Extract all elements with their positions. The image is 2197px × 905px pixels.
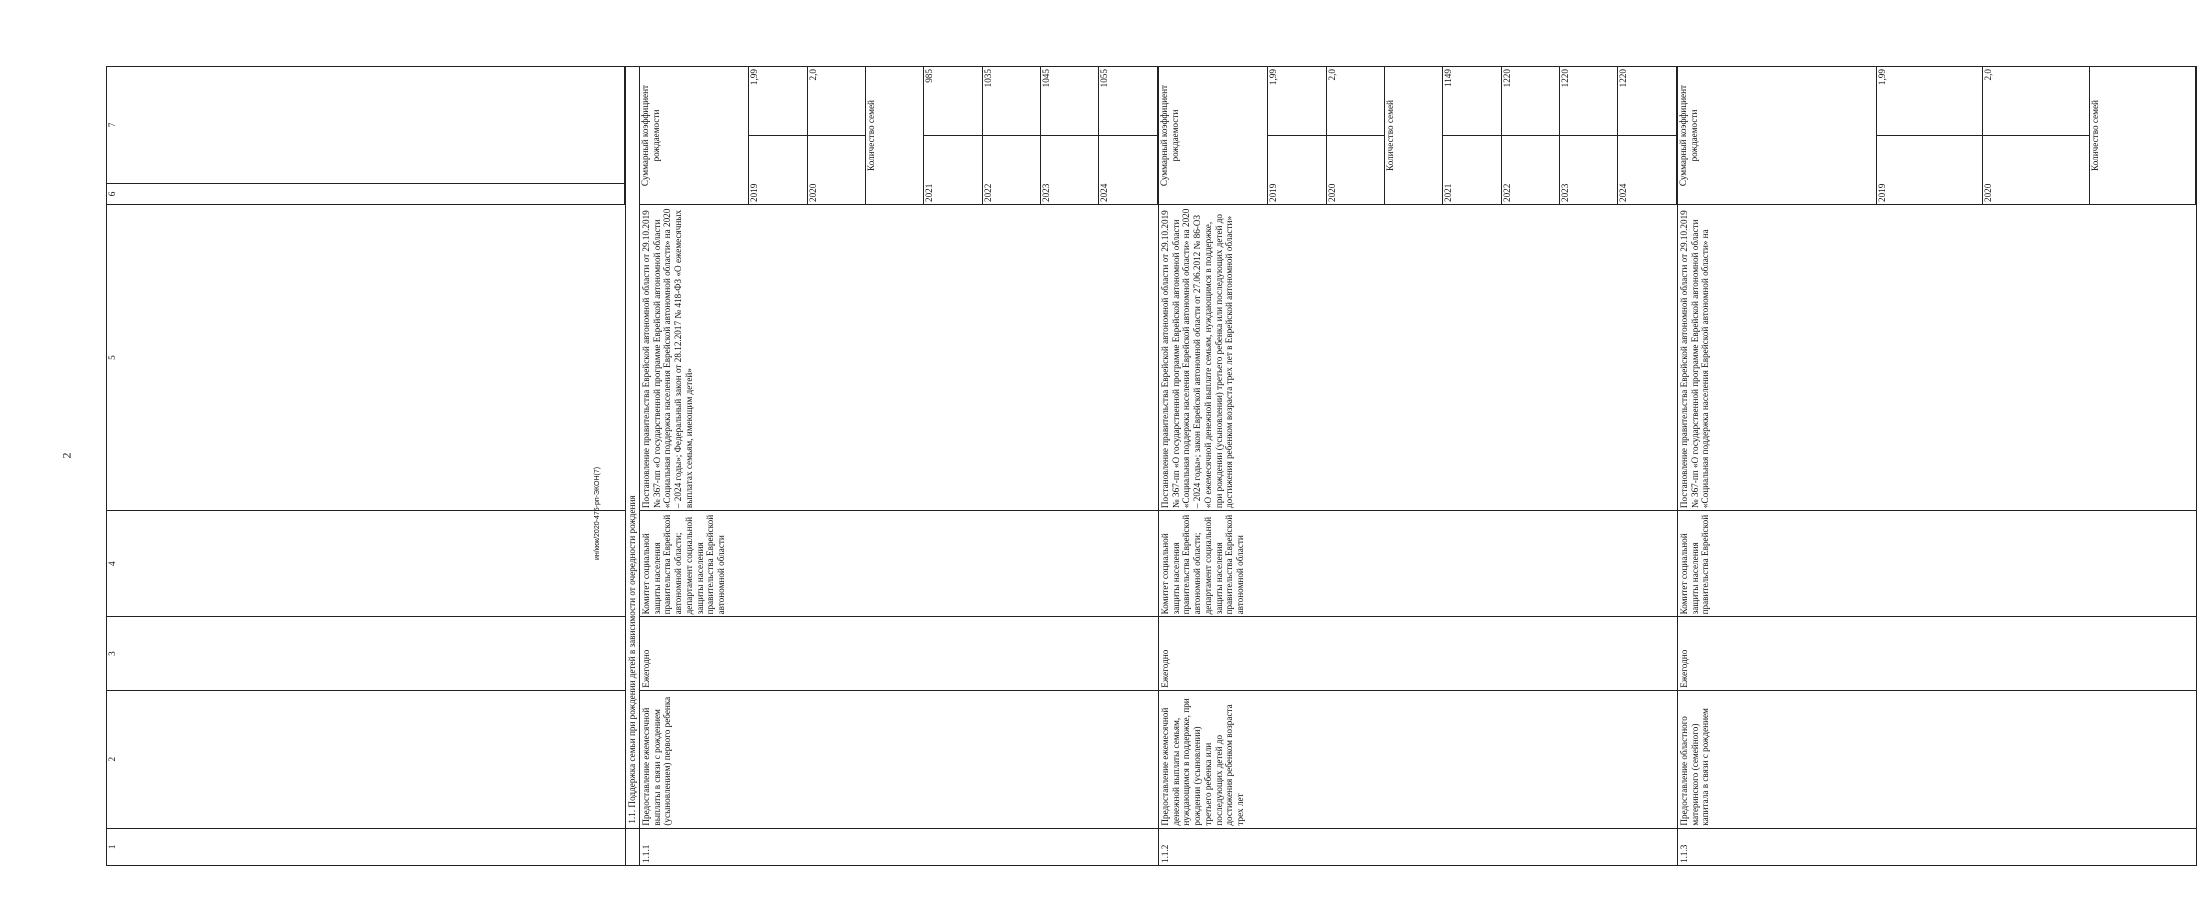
- row-indicator: [1677, 67, 2196, 205]
- row-number: 1.1.1: [639, 828, 1158, 865]
- indicator-value: 1220: [1618, 67, 1676, 136]
- row-number: 1.1.3: [1677, 828, 2196, 865]
- row-name: Предоставление ежемесячной денежной выплаты семьям, нуждающимся в поддержке, при рождении (усыновлении) третьего ребенка или последующих детей до достижения ребенком возраста трех лет: [1158, 690, 1677, 828]
- page-number: 2: [59, 452, 74, 459]
- col-header-6: 6: [107, 184, 625, 205]
- indicator-year: 2022: [1501, 136, 1559, 205]
- indicator-value: 2,0: [1326, 67, 1384, 136]
- row-executor: Комитет социальной защиты населения правительства Еврейской: [1677, 511, 2196, 617]
- row-name: Предоставление ежемесячной выплаты в связи с рождением (усыновлением) первого ребенка: [639, 690, 1158, 828]
- indicator-title: Суммарный коэффициент рождаемости: [1678, 67, 1877, 204]
- row-executor: Комитет социальной защиты населения правительства Еврейской автономной области; департамент социальной защиты населения правительства Еврейской автономной области: [1158, 511, 1677, 617]
- row-basis: Постановление правительства Еврейской автономной области от 29.10.2019 № 367-пп «О государственной программе Еврейской автономной области «Социальная поддержка населения Еврейской автономной области» на: [1677, 205, 2196, 511]
- section-row: [626, 67, 640, 866]
- col-header-2: 2: [107, 690, 626, 828]
- row-basis: Постановление правительства Еврейской автономной области от 29.10.2019 № 367-пп «О государственной программе Еврейской автономной области «Социальная поддержка населения Еврейской автономной области» на 2020 – 2024 годы»; закон Еврейской автономной области от 27.06.2012 № 86-ОЗ «О ежемесячной денежной выплате семьям, нуждающимся в поддержке, при рождении (усыновлении) третьего ребенка или последующих детей до достижения ребенком возраста трех лет в Еврейской автономной области»: [1158, 205, 1677, 511]
- indicator-year: 2023: [1041, 136, 1099, 205]
- table-row: [1158, 67, 1677, 866]
- indicator-year: 2020: [1326, 136, 1384, 205]
- measures-table: [106, 66, 2197, 866]
- indicator-value: 1035: [982, 67, 1040, 136]
- indicator-value: 1220: [1501, 67, 1559, 136]
- col-header-6-7: [107, 67, 626, 205]
- row-indicator: [639, 67, 1158, 205]
- indicator-year: 2020: [807, 136, 865, 205]
- col-header-4: 4: [107, 511, 626, 617]
- row-period: Ежегодно: [1677, 617, 2196, 690]
- row-period: Ежегодно: [639, 617, 1158, 690]
- indicator-year: 2023: [1560, 136, 1618, 205]
- col-header-1: 1: [107, 828, 626, 865]
- row-basis: Постановление правительства Еврейской автономной области от 29.10.2019 № 367-пп «О государственной программе Еврейской автономной области «Социальная поддержка населения Еврейской автономной области» на 2020 – 2024 годы»; Федеральный закон от 28.12.2017 № 418-ФЗ «О ежемесячных выплатах семьям, имеющим детей»: [639, 205, 1158, 511]
- indicator-value: 2,0: [1983, 67, 2089, 136]
- indicator-year: 2019: [1877, 136, 1983, 205]
- indicator-value: 1045: [1041, 67, 1099, 136]
- table-row: [639, 67, 1158, 866]
- indicator-value: 1220: [1560, 67, 1618, 136]
- indicator-year: 2021: [1443, 136, 1501, 205]
- row-name: Предоставление областного материнского (семейного) капитала в связи с рождением: [1677, 690, 2196, 828]
- indicator-value: 2,0: [807, 67, 865, 136]
- indicator-year: 2019: [1268, 136, 1326, 205]
- col-header-7: 7: [107, 67, 625, 184]
- indicator-year: 2019: [749, 136, 807, 205]
- col-header-3: 3: [107, 617, 626, 690]
- rotated-table-container: [106, 66, 2100, 866]
- indicator-value: 985: [924, 67, 982, 136]
- indicator-value: 1149: [1443, 67, 1501, 136]
- indicator-year: 2020: [1983, 136, 2089, 205]
- indicator-year: 2022: [982, 136, 1040, 205]
- col-header-5: 5: [107, 205, 626, 511]
- indicator-year: 2024: [1618, 136, 1676, 205]
- indicator-year: 2021: [924, 136, 982, 205]
- row-number: 1.1.2: [1158, 828, 1677, 865]
- indicator-subtitle: Количество семей: [866, 67, 924, 204]
- header-row: [107, 67, 626, 866]
- row-indicator: [1158, 67, 1677, 205]
- row-executor: Комитет социальной защиты населения правительства Еврейской автономной области; департамент социальной защиты населения правительства Еврейской автономной области: [639, 511, 1158, 617]
- indicator-year: 2024: [1099, 136, 1157, 205]
- indicator-value: 1,99: [749, 67, 807, 136]
- indicator-value: 1,99: [1268, 67, 1326, 136]
- table-row: [1677, 67, 2196, 866]
- indicator-value: 1,99: [1877, 67, 1983, 136]
- row-period: Ежегодно: [1158, 617, 1677, 690]
- section-title: 1.1. Поддержка семьи при рождении детей в зависимости от очередности рождения: [626, 67, 640, 829]
- indicator-title: Суммарный коэффициент рождаемости: [1159, 67, 1268, 204]
- indicator-title: Суммарный коэффициент рождаемости: [640, 67, 749, 204]
- indicator-value: 1055: [1099, 67, 1157, 136]
- indicator-subtitle: Количество семей: [2089, 67, 2195, 204]
- indicator-subtitle: Количество семей: [1385, 67, 1443, 204]
- document-footer-code: ин/кюк/2020-475-рп-ЭКОН(7): [594, 466, 601, 560]
